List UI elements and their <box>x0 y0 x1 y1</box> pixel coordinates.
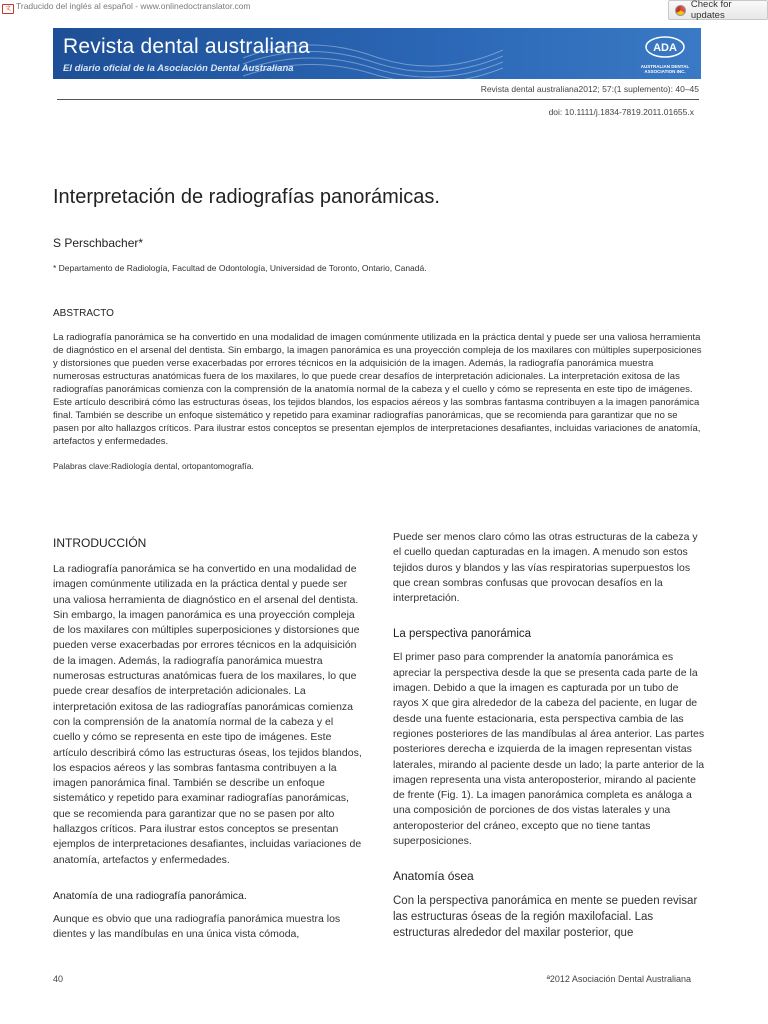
translate-icon: 文 <box>2 4 14 14</box>
introduction-text: La radiografía panorámica se ha convertido en una modalidad de imagen comúnmente utilizada en la práctica dental y puede ser una valiosa herramienta de diagnóstico en el arsenal del dentista. Sin embargo, la imagen panorámica es una proyección compleja de los maxilares con múltiples superposiciones y distorsiones que pueden verse exacerbadas por errores técnicos en la adquisición de la imagen. Además, la radiografía panorámica muestra numerosas estructuras anatómicas fuera de los maxilares, lo que puede crear desafíos de interpretación adicionales. La interpretación exitosa de las radiografías panorámicas comienza con la comprensión de la anatomía normal de la cabeza y el cuello y cómo se representa en este tipo de imágenes. Este artículo describirá cómo las estructuras óseas, los tejidos blandos, los espacios aéreos y las sombras fantasma contribuyen a la imagen panorámica final. También se describe un enfoque sistemático y repetido para examinar radiografías panorámicas, que se recomienda para garantizar que no se pasen por alto hallazgos críticos. Para ilustrar estos conceptos se presentan ejemplos de interpretaciones desafiantes, incluidas variaciones de anatomía, artefactos y enfermedades. <box>53 563 362 866</box>
translator-notice-text: Traducido del inglés al español - www.onlinedoctranslator.com <box>16 1 251 11</box>
article-title: Interpretación de radiografías panorámicas. <box>53 186 440 208</box>
left-column <box>53 536 363 943</box>
abstract-text: La radiografía panorámica se ha convertido en una modalidad de imagen comúnmente utilizada en la práctica dental y puede ser una valiosa herramienta de diagnóstico en el arsenal del dentista. Sin embargo, la imagen panorámica es una proyección compleja de los maxilares con múltiples superposiciones y distorsiones que pueden verse exacerbadas por errores técnicos en la adquisición de la imagen. Además, la radiografía panorámica muestra numerosas estructuras anatómicas fuera de los maxilares, lo que puede crear desafíos de interpretación adicionales. La interpretación exitosa de las radiografías panorámicas comienza con la comprensión de la anatomía normal de la cabeza y el cuello y cómo se representa en este tipo de imágenes. Este artículo describirá cómo las estructuras óseas, los tejidos blandos, los espacios aéreos y las sombras fantasma contribuyen a la imagen panorámica final. También se describe un enfoque sistemático y repetido para examinar radiografías panorámicas, que se recomienda para garantizar que no se pasen por alto hallazgos críticos. Para ilustrar estos conceptos se presentan ejemplos de interpretaciones desafiantes, incluidas variaciones de anatomía, artefactos y enfermedades. <box>53 332 702 447</box>
crossmark-icon <box>675 5 686 16</box>
ada-logo-text: ADA <box>653 42 677 54</box>
perspective-text: El primer paso para comprender la anatomía panorámica es apreciar la perspectiva desde la que se presenta cada parte de la imagen. Debido a que la imagen es capturada por un tubo de rayos X que gira alrededor de la cabeza del paciente, en lugar de desde una fuente estacionaria, esta perspectiva cambia de las regiones posteriores de las mandíbulas al área anterior. Las partes posteriores derecha e izquierda de la imagen representan vistas laterales, mirando al paciente desde un lado; la parte anterior de la imagen representa una vista anteroposterior, mirando al paciente de frente (Fig. 1). La imagen panorámica completa es análoga a una composición de porciones de dos vistas laterales y una anteroposterior del cráneo, excepto que no tiene tantas superposiciones. <box>393 651 705 848</box>
journal-subtitle: El diario oficial de la Asociación Dental Australiana <box>63 63 294 74</box>
journal-title: Revista dental australiana <box>63 35 310 58</box>
ada-logo-caption: AUSTRALIAN DENTAL ASSOCIATION INC. <box>640 64 690 74</box>
ada-logo <box>639 36 691 74</box>
check-for-updates-label: Check for updates <box>690 0 732 21</box>
author-affiliation: * Departamento de Radiología, Facultad de Odontología, Universidad de Toronto, Ontario, Canadá. <box>53 263 427 273</box>
ada-emblem-icon <box>645 36 685 58</box>
header-divider <box>57 99 699 100</box>
abstract-heading: ABSTRACTO <box>53 308 114 319</box>
perspective-heading: La perspectiva panorámica <box>393 628 532 641</box>
page-number: 40 <box>53 974 64 984</box>
introduction-heading: INTRODUCCIÓN <box>53 536 147 550</box>
anatomy-text: Aunque es obvio que una radiografía panorámica muestra los dientes y las mandíbulas en una única vista cómoda, <box>53 912 341 941</box>
bone-anatomy-heading: Anatomía ósea <box>393 869 474 884</box>
check-for-updates-button[interactable] <box>668 0 768 20</box>
anatomy-heading: Anatomía de una radiografía panorámica. <box>53 889 247 902</box>
doi-link[interactable]: doi: 10.1111/j.1834-7819.2011.01655.x <box>548 107 694 117</box>
journal-citation: Revista dental australiana2012; 57:(1 suplemento): 40–45 <box>480 84 699 94</box>
article-author: S Perschbacher* <box>53 236 144 250</box>
copyright-notice: ª2012 Asociación Dental Australiana <box>546 974 691 984</box>
right-column <box>393 530 705 941</box>
keywords: Palabras clave:Radiología dental, ortopantomografía. <box>53 461 254 471</box>
journal-banner <box>53 28 701 79</box>
continued-text: Puede ser menos claro cómo las otras estructuras de la cabeza y el cuello quedan capturadas en la imagen. A menudo son estos tejidos duros y blandos y las vías respiratorias superpuestos los que crean sombras confusas que provocan desafíos en la interpretación. <box>393 531 698 605</box>
translator-notice[interactable] <box>0 0 251 12</box>
bone-anatomy-text: Con la perspectiva panorámica en mente se pueden revisar las estructuras óseas de la región maxilofacial. Las estructuras alrededor del maxilar posterior, que <box>393 895 698 940</box>
